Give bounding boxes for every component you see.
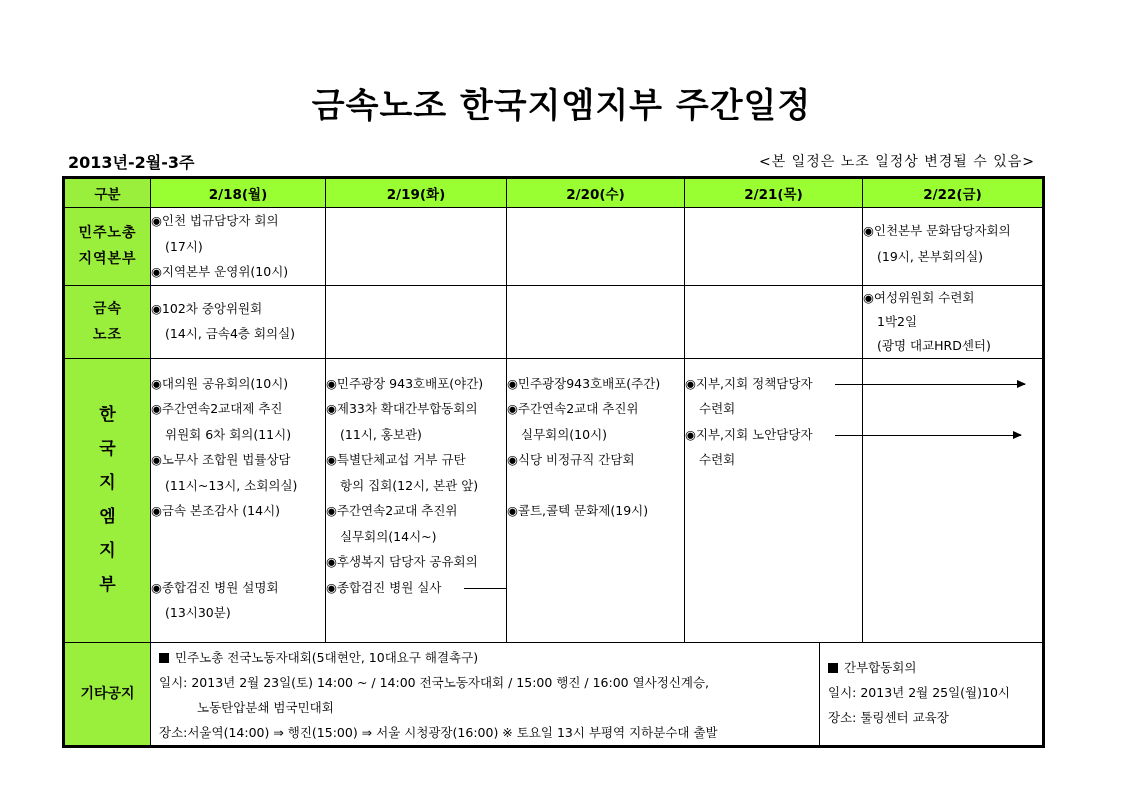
- header-day-thu: 2/21(목): [685, 178, 863, 208]
- row-label-char: 엠: [99, 507, 116, 527]
- cell-regional-fri: [863, 208, 1044, 286]
- notice-heading-line: [159, 645, 813, 670]
- row-label-char: 지: [99, 473, 116, 493]
- event-text: ◉종합검진 병원 실사: [326, 579, 442, 595]
- row-label-char: 지: [99, 541, 116, 561]
- cell-branch-tue: [326, 358, 507, 642]
- square-bullet-icon: [828, 663, 838, 673]
- event-line: ◉102차 중앙위원회: [151, 300, 263, 316]
- event-line: ◉콜트,콜텍 문화제(19시): [507, 503, 649, 518]
- cell-metal-tue: [326, 285, 507, 358]
- row-metal-union: [64, 285, 1044, 358]
- row-gm-korea-branch: [64, 358, 1044, 642]
- cell-branch-fri: [863, 358, 1044, 642]
- event-line: (13시30분): [165, 605, 231, 620]
- row-label-line: 민주노총: [78, 225, 137, 242]
- header-day-wed: 2/20(수): [507, 178, 685, 208]
- continuation-arrow-icon: [835, 384, 1025, 385]
- event-line: 항의 집회(12시, 본관 앞): [340, 477, 479, 493]
- event-line: ◉주간연속2교대 추진위: [507, 401, 639, 416]
- event-line: 실무회의(10시): [521, 426, 608, 442]
- event-line: ◉주간연속2교대 추진위: [326, 503, 458, 518]
- row-label-line: 금속: [92, 300, 123, 317]
- row-label-line: 노조: [92, 326, 123, 343]
- event-line: (19시, 본부회의실): [877, 248, 984, 264]
- row-label-metal-union: [64, 285, 151, 358]
- event-text: ◉지부,지회 정책담당자: [685, 375, 813, 391]
- event-line: ◉제33차 확대간부합동회의: [326, 401, 478, 416]
- cell-regional-tue: [326, 208, 507, 286]
- cell-branch-thu: [685, 358, 863, 642]
- week-label: 2013년-2월-3주: [68, 153, 195, 172]
- cell-branch-mon: [151, 358, 326, 642]
- event-line: ◉민주광장943호배포(주간): [507, 375, 661, 391]
- event-line-with-arrow: [685, 422, 862, 448]
- notice-heading: 민주노총 전국노동자대회(5대현안, 10대요구 해결촉구): [175, 649, 479, 665]
- notice-place: 장소: 툴링센터 교육장: [828, 709, 949, 725]
- row-label-char: 부: [99, 575, 116, 595]
- event-line: 위원회 6차 회의(11시): [165, 426, 292, 442]
- page-title: 금속노조 한국지엠지부 주간일정: [311, 86, 812, 126]
- cell-regional-mon: [151, 208, 326, 286]
- misc-left-notice: [151, 643, 820, 745]
- notice-date-cont: 노동탄압분쇄 범국민대회: [197, 699, 334, 715]
- event-line: ◉금속 본조감사 (14시): [151, 503, 281, 518]
- event-line: ◉식당 비정규직 간담회: [507, 452, 635, 467]
- event-line: ◉주간연속2교대제 추진: [151, 401, 283, 416]
- event-line: 수련회: [699, 452, 736, 467]
- header-day-tue: 2/19(화): [326, 178, 507, 208]
- row-regional-hq: [64, 208, 1044, 286]
- square-bullet-icon: [159, 653, 169, 663]
- notice-date: 일시: 2013년 2월 23일(토) 14:00 ~ / 14:00 전국노동자대회 / 15:00 행진 / 16:00 열사정신계승,: [159, 674, 710, 690]
- misc-notice-cell: [151, 642, 1044, 746]
- event-line: ◉후생복지 담당자 공유회의: [326, 554, 478, 569]
- event-line: (14시, 금속4층 회의실): [165, 326, 296, 341]
- continuation-arrow-icon: [464, 588, 507, 589]
- misc-right-notice: [820, 643, 1042, 745]
- cell-branch-wed: [507, 358, 685, 642]
- event-line-with-arrow: [326, 575, 506, 601]
- event-line: (11시~13시, 소회의실): [165, 477, 298, 493]
- notice-place: 장소:서울역(14:00) ⇒ 행진(15:00) ⇒ 서울 시청광장(16:00) ※ 토요일 13시 부평역 지하분수대 출발: [159, 724, 718, 740]
- cell-metal-mon: [151, 285, 326, 358]
- schedule-notice: <본 일정은 노조 일정상 변경될 수 있음>: [758, 154, 1035, 170]
- cell-regional-thu: [685, 208, 863, 286]
- event-line-with-arrow: [685, 371, 862, 397]
- event-line: ◉인천 법규담당자 회의: [151, 213, 279, 228]
- header-day-mon: 2/18(월): [151, 178, 326, 208]
- event-line: 1박2일: [877, 313, 918, 329]
- cell-regional-wed: [507, 208, 685, 286]
- event-line: 수련회: [699, 401, 736, 416]
- cell-metal-wed: [507, 285, 685, 358]
- row-label-char: 국: [99, 439, 116, 459]
- event-line: ◉특별단체교섭 거부 규탄: [326, 452, 466, 467]
- row-label-char: 한: [99, 405, 116, 425]
- event-line: ◉노무사 조합원 법률상담: [151, 452, 291, 467]
- event-line: ◉민주광장 943호배포(야간): [326, 375, 484, 391]
- header-day-fri: 2/22(금): [863, 178, 1044, 208]
- event-line: (광명 대교HRD센터): [877, 337, 991, 353]
- event-line: ◉지역본부 운영위(10시): [151, 264, 289, 279]
- notice-date: 일시: 2013년 2월 25일(월)10시: [828, 684, 1010, 700]
- row-misc-notice: [64, 642, 1044, 746]
- cell-metal-thu: [685, 285, 863, 358]
- continuation-arrow-icon: [835, 435, 1021, 436]
- row-label-misc: 기타공지: [64, 642, 151, 746]
- header-category: 구분: [64, 178, 151, 208]
- row-label-gm-korea-branch: [64, 358, 151, 642]
- cell-metal-fri: [863, 285, 1044, 358]
- event-line: ◉여성위원회 수련회: [863, 289, 975, 305]
- event-line: ◉종합검진 병원 설명회: [151, 579, 279, 595]
- notice-heading-line: [828, 655, 1036, 680]
- event-text: ◉지부,지회 노안담당자: [685, 426, 813, 442]
- event-line: 실무회의(14시~): [340, 528, 437, 544]
- row-label-line: 지역본부: [78, 251, 137, 268]
- notice-heading: 간부합동회의: [844, 659, 917, 675]
- header-row: [64, 178, 1044, 208]
- weekly-schedule-table: [62, 176, 1045, 748]
- event-line: ◉대의원 공유회의(10시): [151, 375, 289, 391]
- event-line: ◉인천본부 문화담당자회의: [863, 223, 1011, 238]
- event-line: (17시): [165, 238, 203, 254]
- event-line: (11시, 홍보관): [340, 426, 422, 442]
- row-label-regional-hq: [64, 208, 151, 286]
